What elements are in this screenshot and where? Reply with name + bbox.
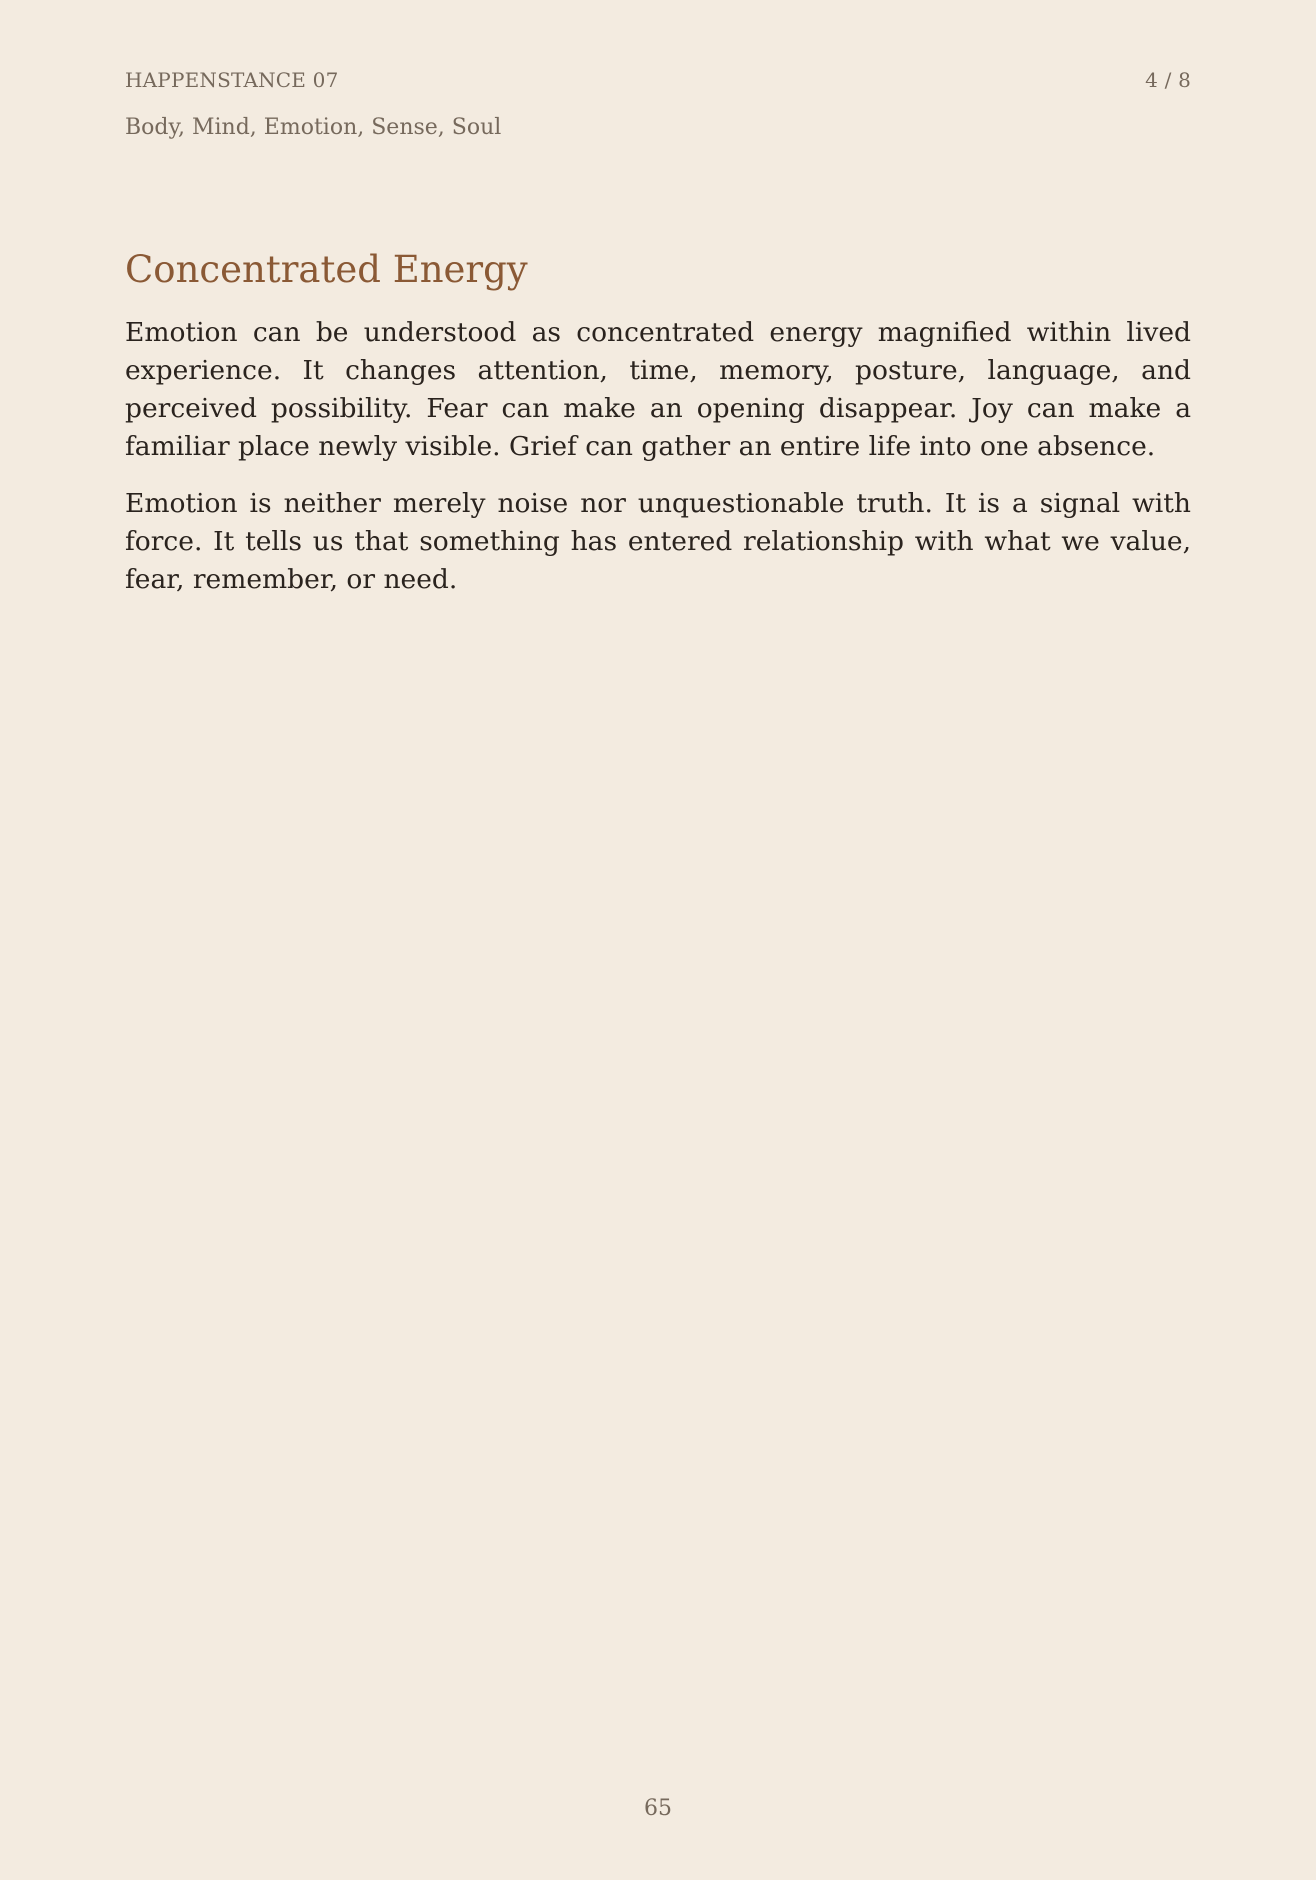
- section-heading: Concentrated Energy: [125, 248, 528, 291]
- page-position-indicator: 4 / 8: [1145, 68, 1191, 92]
- running-header: [125, 68, 1191, 92]
- page-number: 65: [644, 1796, 672, 1821]
- publication-subtitle: Body, Mind, Emotion, Sense, Soul: [125, 115, 502, 140]
- body-paragraph: Emotion is neither merely noise nor unquestionable truth. It is a signal with force. It tells us that something has entered relationship with what we value, fear, remember, or need.: [125, 488, 1191, 596]
- main-content: [125, 248, 1191, 618]
- publication-title: HAPPENSTANCE 07: [125, 68, 339, 92]
- body-paragraph: Emotion can be understood as concentrated energy magnified within lived experience. It changes attention, time, memory, posture, language, and perceived possibility. Fear can make an opening disappear. Joy can make a familiar place newly visible. Grief can gather an entire life into one absence.: [125, 317, 1191, 463]
